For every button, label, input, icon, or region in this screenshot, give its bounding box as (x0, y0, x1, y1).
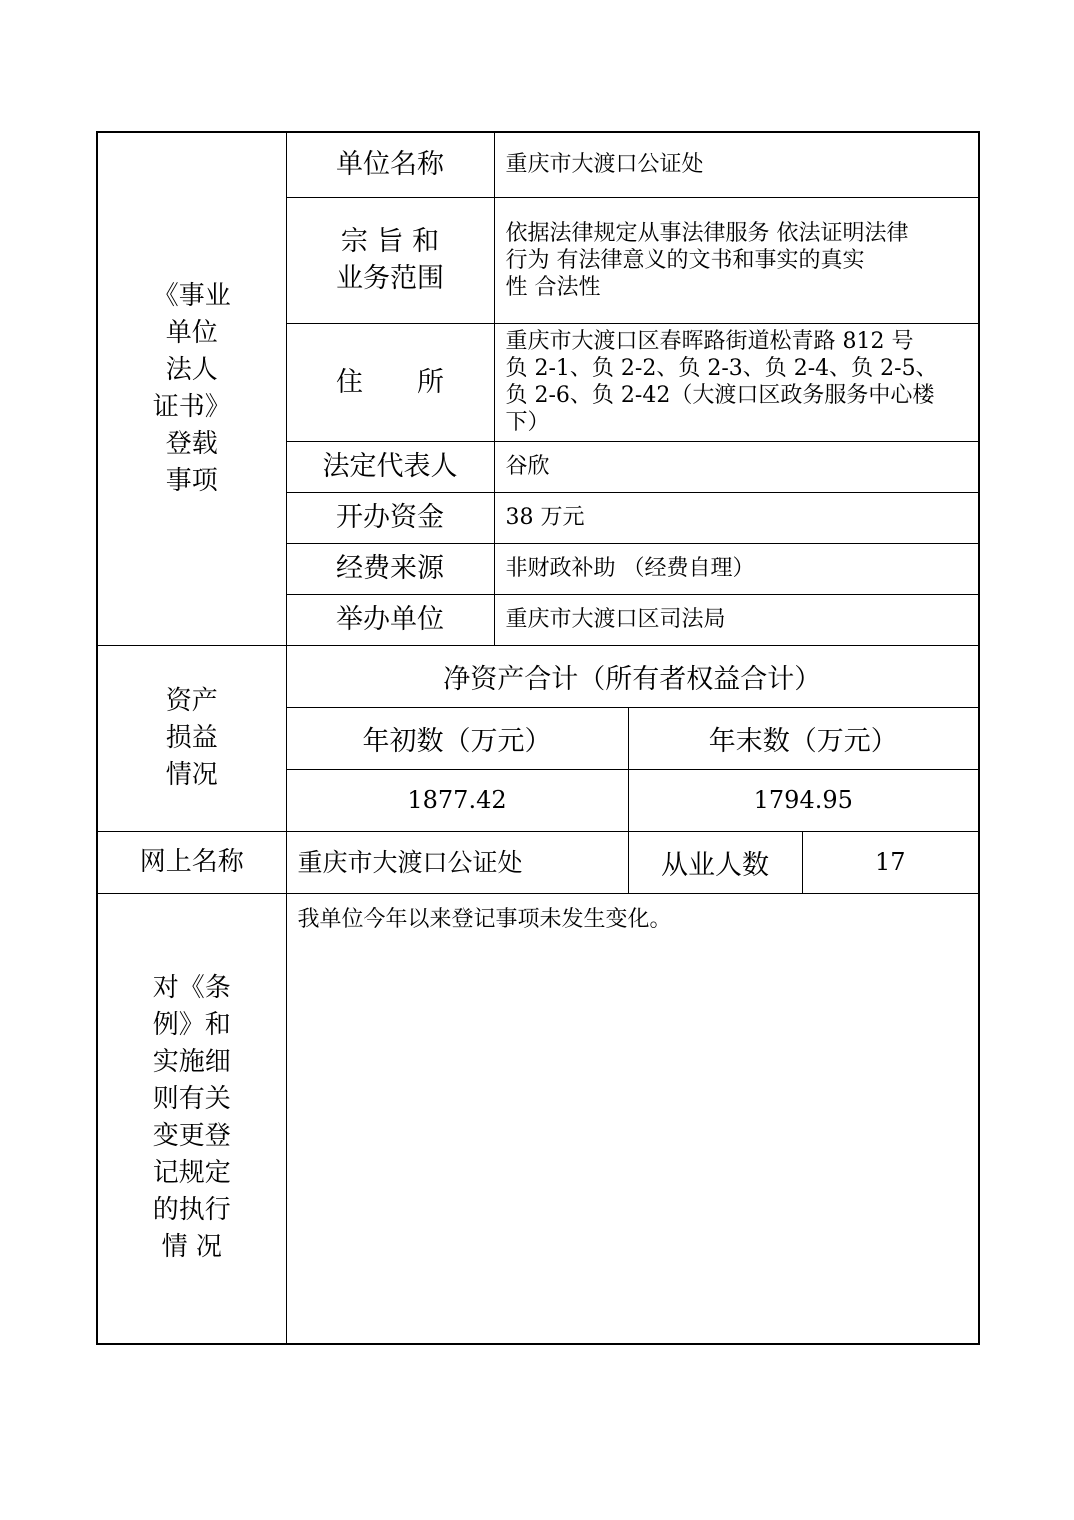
address-value: 重庆市大渡口区春晖路街道松青路 812 号 负 2-1、负 2-2、负 2-3、负 2-4、负 2-5、 负 2-6、负 2-42（大渡口区政务服务中心楼 下） (494, 323, 979, 441)
purpose-label: 宗 旨 和 业务范围 (286, 197, 494, 323)
funding-label: 经费来源 (286, 543, 494, 594)
row-unit-name (97, 132, 979, 197)
online-name-label: 网上名称 (97, 831, 286, 893)
capital-value: 38 万元 (494, 492, 979, 543)
row-net-assets-header (97, 645, 979, 707)
legal-rep-label: 法定代表人 (286, 441, 494, 492)
registration-section-label: 《事业 单位 法人 证书》 登载 事项 (97, 132, 286, 645)
execution-section-label: 对《条 例》和 实施细 则有关 变更登 记规定 的执行 情 况 (97, 893, 286, 1344)
staff-count-label: 从业人数 (628, 831, 802, 893)
unit-name-value: 重庆市大渡口公证处 (494, 132, 979, 197)
execution-value: 我单位今年以来登记事项未发生变化。 (286, 893, 979, 1344)
capital-label: 开办资金 (286, 492, 494, 543)
unit-name-label: 单位名称 (286, 132, 494, 197)
legal-rep-value: 谷欣 (494, 441, 979, 492)
staff-count-value: 17 (802, 831, 979, 893)
end-year-label: 年末数（万元） (628, 707, 979, 769)
sponsor-value: 重庆市大渡口区司法局 (494, 594, 979, 645)
begin-year-value: 1877.42 (286, 769, 628, 831)
begin-year-label: 年初数（万元） (286, 707, 628, 769)
row-online-name (97, 831, 979, 893)
sponsor-label: 举办单位 (286, 594, 494, 645)
net-assets-header: 净资产合计（所有者权益合计） (286, 645, 979, 707)
address-label: 住 所 (286, 323, 494, 441)
assets-section-label: 资产 损益 情况 (97, 645, 286, 831)
row-execution (97, 893, 979, 1344)
purpose-value: 依据法律规定从事法律服务 依法证明法律 行为 有法律意义的文书和事实的真实 性 合法性 (494, 197, 979, 323)
annual-report-form (96, 131, 980, 1345)
online-name-value: 重庆市大渡口公证处 (286, 831, 628, 893)
end-year-value: 1794.95 (628, 769, 979, 831)
funding-value: 非财政补助 （经费自理） (494, 543, 979, 594)
